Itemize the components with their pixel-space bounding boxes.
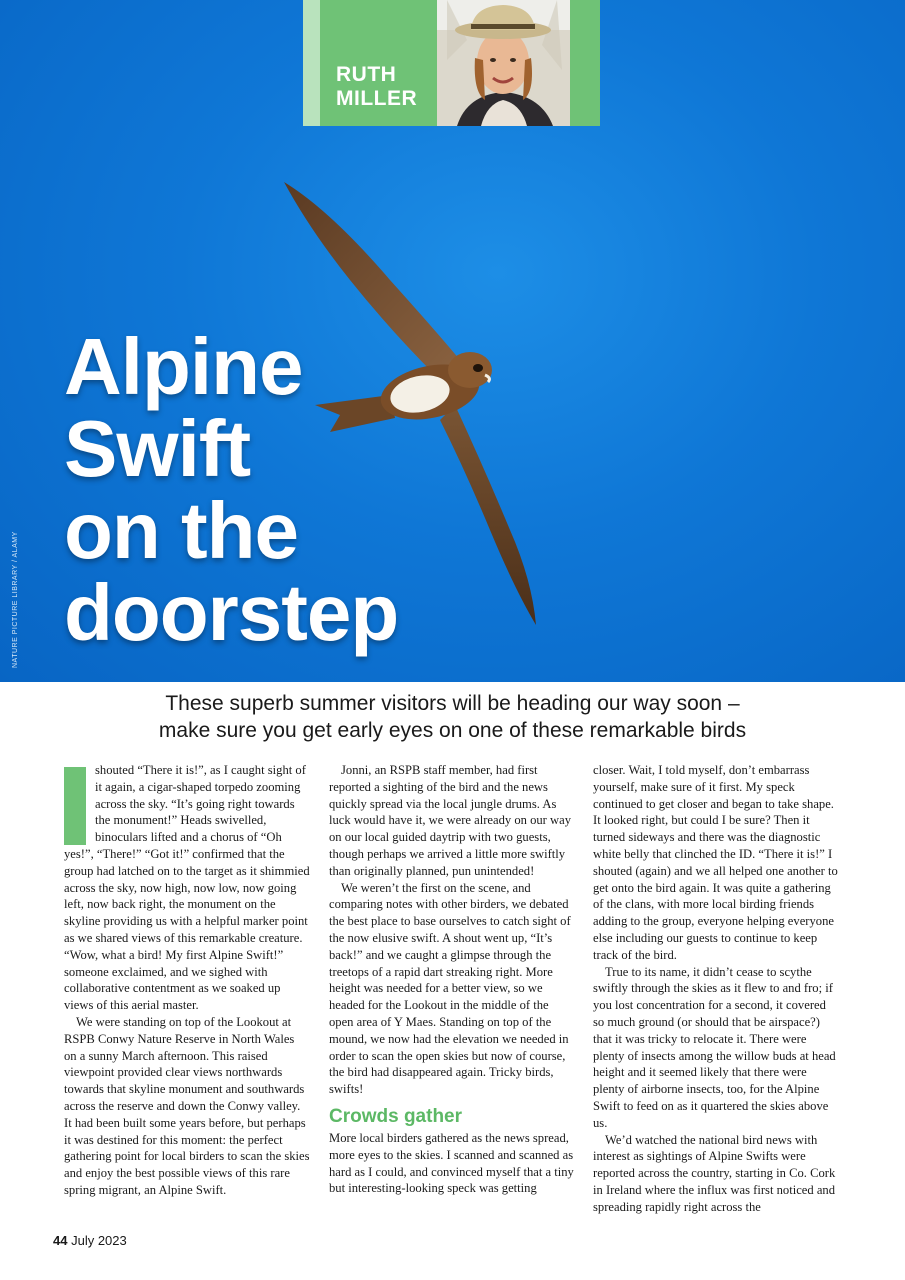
- title-line-4: doorstep: [64, 568, 399, 657]
- title-line-3: on the: [64, 486, 298, 575]
- subheading: Crowds gather: [329, 1105, 463, 1127]
- author-first-name: RUTH: [336, 63, 397, 86]
- column-2: [329, 762, 575, 1197]
- paragraph: We’d watched the national bird news with interest as sightings of Alpine Swifts were reported across the country, starting in Co. Cork in Ireland where the influx was first noticed and spreading rapidly right across the: [593, 1132, 836, 1214]
- photo-credit: NATURE PICTURE LIBRARY / ALAMY: [12, 531, 19, 668]
- paragraph: We weren’t the first on the scene, and comparing notes with other birders, we debated the best place to base ourselves to catch sight of the now elusive swift. A shout went up, “It’s back!” and we caught a glimpse through the treetops of a rapid dart streaking right. More height was needed for a better view, so we headed for the Lookout in the middle of the open area of Y Maes. Standing on top of the mound, we now had the elevation we needed in order to scan the open skies but now of course, the bird had disappeared again. Tricky birds, swifts!: [329, 880, 571, 1097]
- page-footer: [53, 1233, 127, 1248]
- paragraph: shouted “There it is!”, as I caught sight of it again, a cigar-shaped torpedo zooming across the sky. “It’s going right towards the monument!” Heads swivelled, binoculars lifted and a chorus of “Oh yes!”, “There!” “Got it!” confirmed that the group had latched on to the target as it shimmied across the sky, now high, now low, now going left, now back right, the monument on the skyline providing us with a helpful marker point as we shared views of this remarkable creature. “Wow, what a bird! My first Alpine Swift!” someone exclaimed, and we sighed with collaborative contentment as we soaked up views of this aerial master.: [64, 763, 310, 1013]
- author-box-stripe: [303, 0, 320, 126]
- paragraph: More local birders gathered as the news spread, more eyes to the skies. I scanned and scanned as hard as I could, and convinced myself that a tiny but interesting-looking speck was getting: [329, 1130, 574, 1196]
- author-photo: [437, 0, 570, 126]
- drop-cap-block: [64, 767, 86, 845]
- standfirst-line-2: make sure you get early eyes on one of these remarkable birds: [158, 719, 747, 742]
- paragraph: True to its name, it didn’t cease to scythe swiftly through the skies as it flew to and fro; if you lost concentration for a second, it covered so much ground (or should that be airspace?) that it was tricky to relocate it. There were plenty of insects among the willow buds at head height and it seemed likely that there were plenty of airborne insects, too, for the Alpine Swift to feed on as it quartered the skies above us.: [593, 964, 836, 1130]
- column-3: [593, 762, 839, 1216]
- author-name: [336, 63, 417, 111]
- author-box-stripe-right: [569, 0, 600, 126]
- standfirst-line-1: These superb summer visitors will be heading our way soon –: [165, 692, 740, 715]
- issue-date: July 2023: [71, 1233, 127, 1248]
- author-portrait-icon: [437, 0, 570, 126]
- paragraph: We were standing on top of the Lookout at RSPB Conwy Nature Reserve in North Wales on a sunny March afternoon. This raised viewpoint provided clear views northwards towards that skyline monument and southwards across the reserve and down the Conwy valley. It had been built some years before, but perhaps it was destined for this moment: the perfect gathering point for local birders to scan the skies and enjoy the best possible views of this rare spring migrant, an Alpine Swift.: [64, 1014, 310, 1197]
- paragraph: Jonni, an RSPB staff member, had first reported a sighting of the bird and the news quickly spread via the local jungle drums. As luck would have it, we were already on our way on our local guided daytrip with two guests, though perhaps we arrived a little more swiftly than originally planned, pun unintended!: [329, 763, 571, 878]
- article-title: [64, 322, 399, 657]
- standfirst: [60, 690, 845, 744]
- title-line-1: Alpine: [64, 322, 303, 411]
- page-number: 44: [53, 1233, 68, 1248]
- title-line-2: Swift: [64, 404, 251, 493]
- author-last-name: MILLER: [336, 87, 418, 110]
- paragraph: closer. Wait, I told myself, don’t embarrass yourself, make sure of it first. My speck continued to get closer and began to take shape. It looked right, but could I be sure? Then it turned sideways and there was the diagnostic white belly that clinched the ID. “There it is!” I shouted (again) and we all helped one another to get onto the bird again. It was quite a gathering of the clans, with more local birding friends adding to the group, everyone helping everyone else including our guests to continue to keep track of the bird.: [593, 763, 838, 962]
- column-1: [64, 762, 310, 1199]
- author-box: [303, 0, 600, 126]
